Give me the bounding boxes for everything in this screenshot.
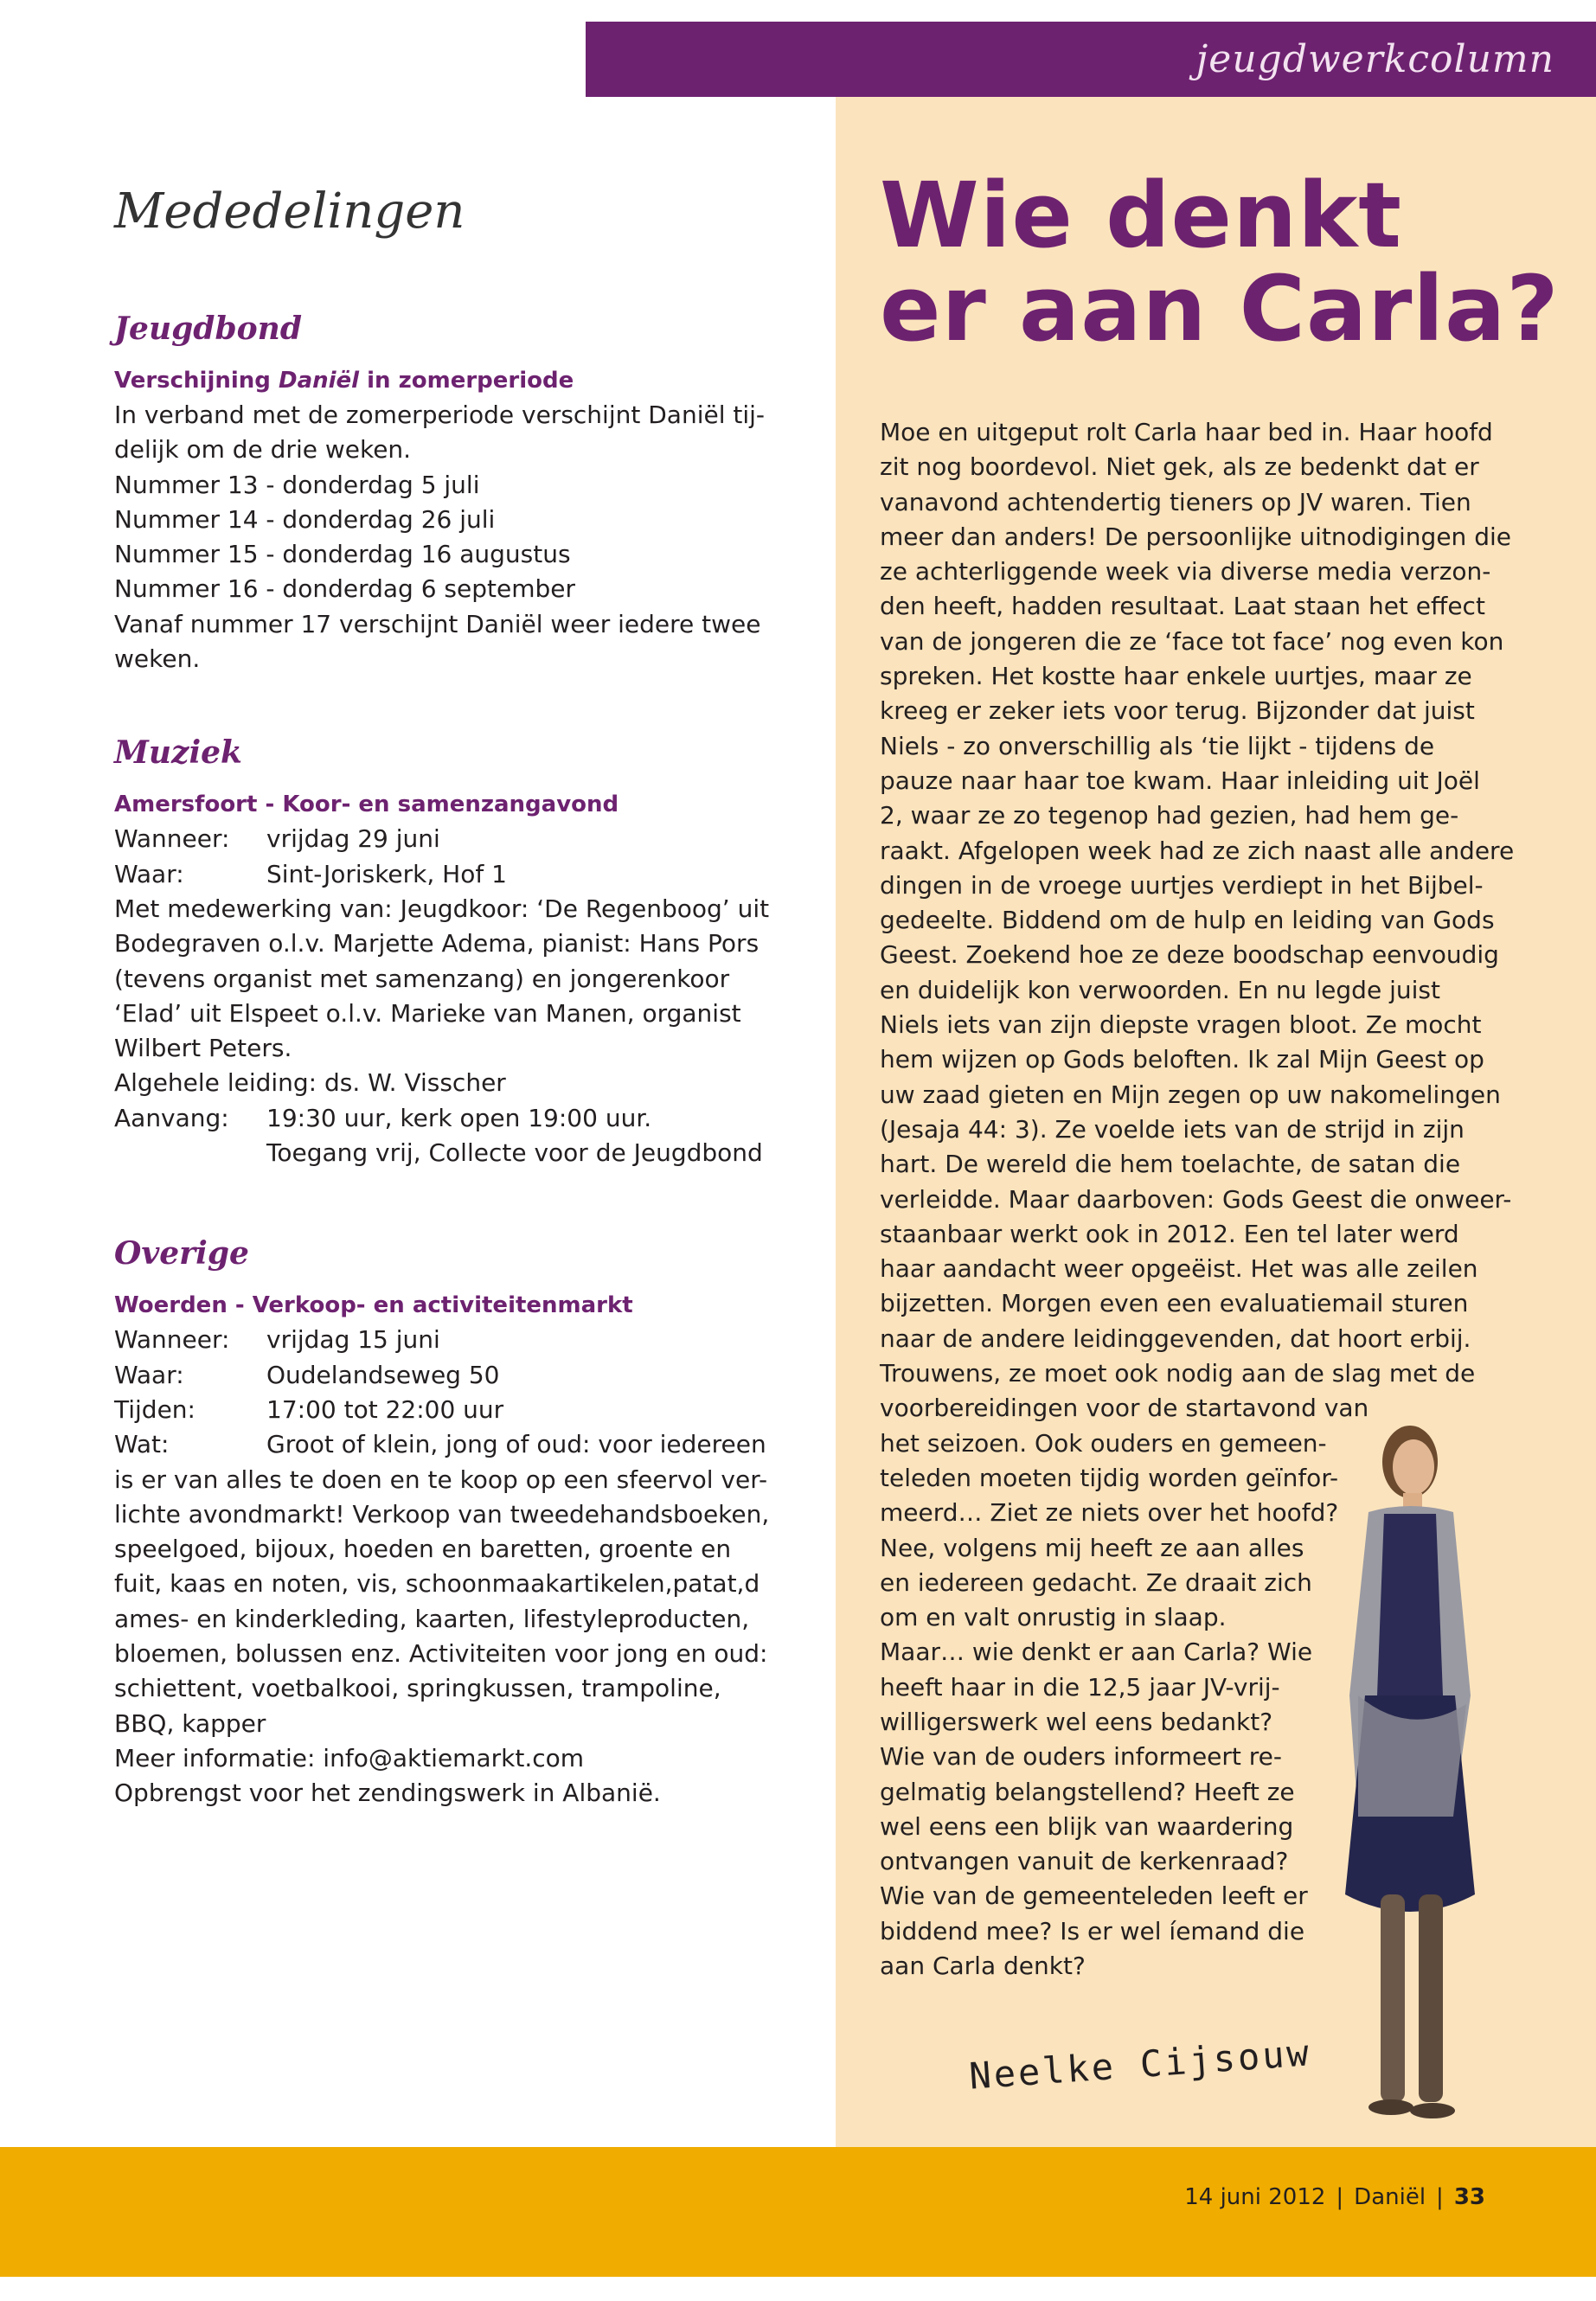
field-label: Wanneer:	[114, 824, 230, 854]
column-text-line: gedeelte. Biddend om de hulp en leiding van Gods	[880, 906, 1495, 935]
field-value: 17:00 tot 22:00 uur	[266, 1394, 504, 1424]
field-value: vrijdag 29 juni	[266, 824, 440, 854]
text-line: BBQ, kapper	[114, 1708, 266, 1738]
field-label: Aanvang:	[114, 1103, 229, 1132]
column-title-line1: Wie denkt	[880, 163, 1403, 268]
text-line: Nummer 14 - donderdag 26 juli	[114, 504, 496, 534]
page-number: 33	[1453, 2184, 1485, 2210]
field-wat	[114, 1427, 772, 1462]
column-text-line: Niels - zo onverschillig als ‘tie lijkt - tijdens de	[880, 731, 1435, 760]
column-text-line: haar aandacht weer opgeëist. Het was alle zeilen	[880, 1254, 1478, 1284]
column-label: jeugdwerkcolumn	[1195, 37, 1554, 81]
field-label: Wat:	[114, 1430, 170, 1459]
text-line: ‘Elad’ uit Elspeet o.l.v. Marieke van Manen, organist	[114, 998, 741, 1028]
announcements-column	[114, 173, 772, 1811]
text-line: fuit, kaas en noten, vis, schoonmaakartikelen,patat,d	[114, 1569, 760, 1599]
column-text-line: (Jesaja 44: 3). Ze voelde iets van de strijd in zijn	[880, 1114, 1465, 1144]
text-line-contact: Meer informatie: info@aktiemarkt.com	[114, 1743, 585, 1772]
column-text-line: kreeg er zeker iets voor terug. Bijzonder dat juist	[880, 696, 1475, 726]
issue-date: 14 juni 2012	[1184, 2184, 1326, 2210]
column-text-line: verleidde. Maar daarboven: Gods Geest die onweer-	[880, 1184, 1512, 1214]
text-line: ames- en kinderkleding, kaarten, lifestyleproducten,	[114, 1604, 750, 1633]
column-text-line: meer dan anders! De persoonlijke uitnodigingen die	[880, 522, 1511, 551]
column-title	[880, 163, 1560, 362]
text-line: Nummer 16 - donderdag 6 september	[114, 574, 575, 604]
section-heading-overige: Overige	[114, 1235, 249, 1272]
column-text-line: ze achterliggende week via diverse media verzon-	[880, 557, 1491, 586]
publication-name: Daniël	[1354, 2184, 1426, 2210]
section-heading-muziek: Muziek	[114, 734, 242, 772]
field-waar	[114, 857, 772, 892]
text-line: delijk om de drie weken.	[114, 435, 412, 465]
text-line: Met medewerking van: Jeugdkoor: ‘De Regenboog’ uit	[114, 894, 770, 923]
column-text-line: hem wijzen op Gods beloften. Ik zal Mijn Geest op	[880, 1045, 1484, 1074]
subheading-part: Verschijning	[114, 368, 279, 394]
field-wanneer	[114, 1323, 772, 1357]
spacer	[114, 676, 772, 727]
column-text-line: en duidelijk kon verwoorden. En nu legde juist	[880, 975, 1440, 1004]
column-text-line: willigerswerk wel eens bedankt?	[880, 1707, 1273, 1736]
separator: |	[1436, 2184, 1444, 2210]
column-text-line: Wie van de ouders informeert re-	[880, 1742, 1283, 1772]
column-text-line: vanavond achtendertig tieners op JV waren. Tien	[880, 487, 1471, 516]
column-text-line: naar de andere leidinggevenden, dat hoort erbij.	[880, 1324, 1471, 1353]
text-line: Opbrengst voor het zendingswerk in Albanië.	[114, 1779, 661, 1808]
column-text-line: meerd… Ziet ze niets over het hoofd?	[880, 1498, 1339, 1528]
column-text-line: teleden moeten tijdig worden geïnfor-	[880, 1463, 1339, 1492]
column-text-line: den heeft, hadden resultaat. Laat staan het effect	[880, 592, 1485, 621]
column-title-line2: er aan Carla?	[880, 256, 1560, 362]
column-text-line: raakt. Afgelopen week had ze zich naast alle andere	[880, 836, 1515, 865]
column-text-line: pauze naar haar toe kwam. Haar inleiding uit Joël	[880, 766, 1480, 795]
text-line: Algehele leiding: ds. W. Visscher	[114, 1068, 506, 1098]
text-line: weken.	[114, 644, 201, 674]
text-line: lichte avondmarkt! Verkoop van tweedehandsboeken,	[114, 1499, 770, 1529]
column-text-line: Moe en uitgeput rolt Carla haar bed in. Haar hoofd	[880, 418, 1493, 446]
separator: |	[1336, 2184, 1344, 2210]
field-value: Oudelandseweg 50	[266, 1360, 500, 1389]
text-line: Bodegraven o.l.v. Marjette Adema, pianist: Hans Pors	[114, 929, 760, 958]
field-tijden	[114, 1393, 772, 1427]
column-text-line: spreken. Het kostte haar enkele uurtjes, maar ze	[880, 662, 1472, 691]
text-line: speelgoed, bijoux, hoeden en baretten, groente en	[114, 1535, 732, 1564]
column-text-line: biddend mee? Is er wel íemand die	[880, 1916, 1305, 1945]
field-label: Tijden:	[114, 1394, 195, 1424]
column-text-line: Maar… wie denkt er aan Carla? Wie	[880, 1638, 1313, 1667]
subheading-emphasis: Daniël	[278, 368, 360, 394]
column-text-line: hart. De wereld die hem toelachte, de satan die	[880, 1150, 1461, 1179]
section-heading-jeugdbond: Jeugdbond	[114, 311, 302, 347]
column-text-line: Niels iets van zijn diepste vragen bloot. Ze mocht	[880, 1010, 1482, 1040]
column-text-line: bijzetten. Morgen even een evaluatiemail sturen	[880, 1289, 1469, 1318]
text-line: Nummer 15 - donderdag 16 augustus	[114, 540, 571, 569]
subheading-amersfoort: Amersfoort - Koor- en samenzangavond	[114, 792, 619, 818]
page-title: Mededelingen	[114, 183, 465, 240]
person-photo	[1324, 1410, 1497, 2128]
column-text-line: Trouwens, ze moet ook nodig aan de slag met de	[880, 1359, 1476, 1388]
column-text-line: om en valt onrustig in slaap.	[880, 1603, 1227, 1632]
field-waar	[114, 1358, 772, 1393]
footer-bar	[0, 2147, 1596, 2277]
field-label: Wanneer:	[114, 1325, 230, 1355]
text-line: Nummer 13 - donderdag 5 juli	[114, 470, 480, 499]
subheading-part: in zomerperiode	[359, 368, 574, 394]
field-wanneer	[114, 822, 772, 856]
column-text-line: gelmatig belangstellend? Heeft ze	[880, 1777, 1295, 1806]
text-line: is er van alles te doen en te koop op een sfeervol ver-	[114, 1465, 768, 1494]
column-text-line: zit nog boordevol. Niet gek, als ze bedenkt dat er	[880, 452, 1479, 482]
column-text-line: Wie van de gemeenteleden leeft er	[880, 1881, 1308, 1911]
column-text-line: staanbaar werkt ook in 2012. Een tel later werd	[880, 1219, 1459, 1248]
field-value: Sint-Joriskerk, Hof 1	[266, 859, 507, 888]
column-text-line: heeft haar in die 12,5 jaar JV-vrij-	[880, 1672, 1280, 1702]
author-signature: Neelke Cijsouw	[967, 2031, 1313, 2098]
column-text-line: dingen in de vroege uurtjes verdiept in het Bijbel-	[880, 870, 1484, 900]
text-line: bloemen, bolussen enz. Activiteiten voor jong en oud:	[114, 1639, 768, 1669]
column-text-line: Geest. Zoekend hoe ze deze boodschap eenvoudig	[880, 940, 1499, 970]
column-text-line: en iedereen gedacht. Ze draait zich	[880, 1567, 1312, 1597]
spacer	[114, 1170, 772, 1227]
text-line: In verband met de zomerperiode verschijnt Daniël tij-	[114, 401, 766, 429]
subheading-verschijning	[114, 363, 772, 398]
field-value: vrijdag 15 juni	[266, 1325, 440, 1355]
page-footer	[1184, 2184, 1485, 2210]
column-text-line: uw zaad gieten en Mijn zegen op uw nakomelingen	[880, 1080, 1501, 1109]
field-label: Waar:	[114, 859, 184, 888]
text-line: schiettent, voetbalkooi, springkussen, trampoline,	[114, 1674, 721, 1703]
column-header-bar	[586, 22, 1596, 97]
text-line-toegang: Toegang vrij, Collecte voor de Jeugdbond	[266, 1138, 763, 1168]
field-aanvang	[114, 1101, 772, 1136]
column-text-line: Nee, volgens mij heeft ze aan alles	[880, 1533, 1304, 1562]
subheading-woerden: Woerden - Verkoop- en activiteitenmarkt	[114, 1292, 633, 1319]
column-text-line: 2, waar ze zo tegenop had gezien, had hem ge-	[880, 801, 1459, 830]
field-label: Waar:	[114, 1360, 184, 1389]
field-value: Groot of klein, jong of oud: voor iedereen	[266, 1430, 766, 1459]
column-text-line: het seizoen. Ook ouders en gemeen-	[880, 1428, 1327, 1458]
text-line: Vanaf nummer 17 verschijnt Daniël weer iedere twee	[114, 609, 761, 638]
text-line: Wilbert Peters.	[114, 1034, 292, 1063]
column-text-line: ontvangen vanuit de kerkenraad?	[880, 1847, 1289, 1876]
column-text-line: voorbereidingen voor de startavond van	[880, 1394, 1369, 1423]
text-line: (tevens organist met samenzang) en jongerenkoor	[114, 964, 730, 993]
column-text-line: van de jongeren die ze ‘face tot face’ nog even kon	[880, 626, 1504, 656]
column-text-line: aan Carla denkt?	[880, 1952, 1086, 1981]
field-value: 19:30 uur, kerk open 19:00 uur.	[266, 1103, 652, 1132]
column-text-line: wel eens een blijk van waardering	[880, 1811, 1294, 1841]
